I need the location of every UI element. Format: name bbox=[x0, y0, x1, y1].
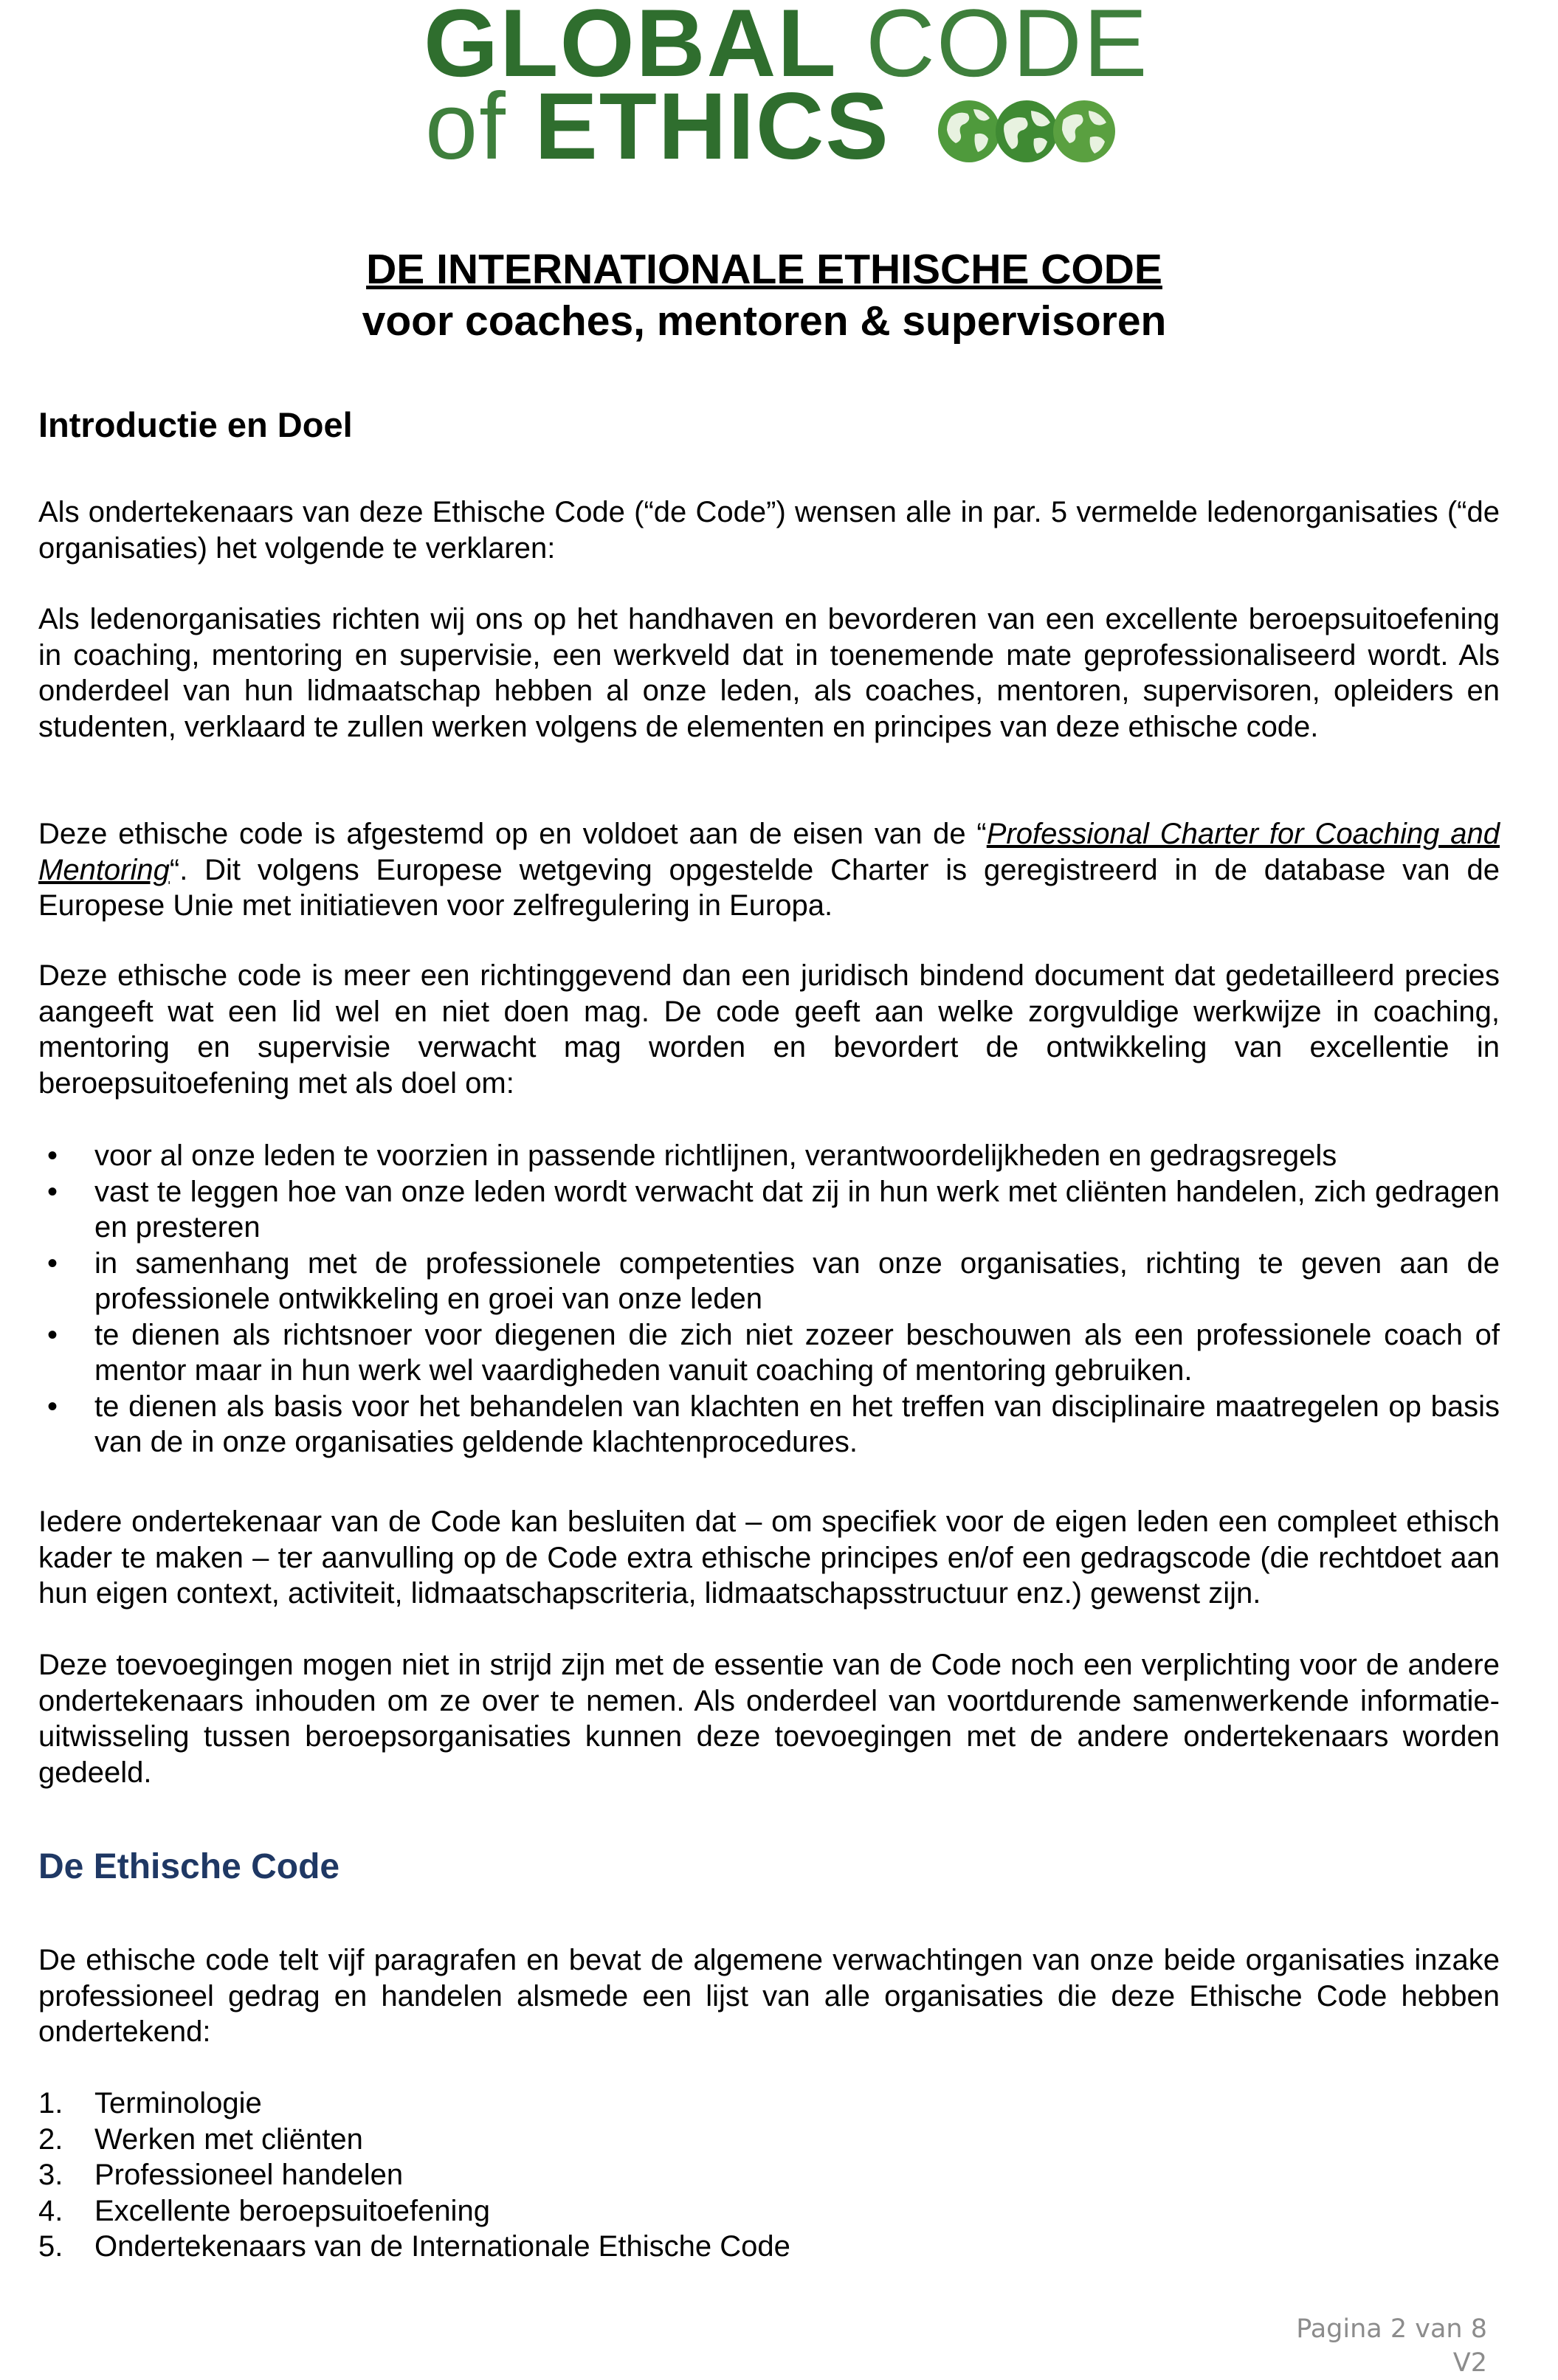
three-globes-icon bbox=[937, 94, 1117, 165]
list-item bbox=[38, 1389, 1500, 1460]
bullet-icon: • bbox=[47, 1318, 58, 1351]
intro-paragraph-3 bbox=[38, 816, 1500, 924]
list-text: Werken met cliënten bbox=[94, 2122, 363, 2156]
list-item bbox=[38, 2229, 1500, 2265]
intro-paragraph-1-text: Als ondertekenaars van deze Ethische Code (“de Code”) wensen alle in par. 5 vermelde ledenorganisaties (“de organisaties) het volgende te verklaren: bbox=[38, 496, 1500, 565]
list-item bbox=[38, 2086, 1500, 2122]
professional-charter-link[interactable]: Professional Charter for Coaching and Mentoring bbox=[38, 818, 1500, 886]
global-code-of-ethics-logo bbox=[424, 0, 1149, 179]
title-line-1: DE INTERNATIONALE ETHISCHE CODE bbox=[366, 246, 1162, 293]
bullet-icon: • bbox=[47, 1139, 58, 1172]
logo-word-of: of bbox=[425, 74, 507, 179]
bullet-text-2: vast te leggen hoe van onze leden wordt verwacht dat zij in hun werk met cliënten handelen, zich gedragen en presteren bbox=[94, 1175, 1500, 1244]
bullet-text-5: te dienen als basis voor het behandelen van klachten en het treffen van disciplinaire maatregelen op basis van de in onze organisaties geldende klachtenprocedures. bbox=[94, 1390, 1500, 1458]
list-number: 5. bbox=[38, 2230, 63, 2263]
bullet-icon: • bbox=[47, 1390, 58, 1423]
logo-bottom-line bbox=[425, 74, 890, 179]
intro-paragraph-3-text bbox=[38, 816, 1500, 924]
logo-word-ethics: ETHICS bbox=[534, 74, 890, 179]
intro-p3-after: “. Dit volgens Europese wetgeving opgestelde Charter is geregistreerd in de database van de Europese Unie met initiatieven voor zelfregulering in Europa. bbox=[38, 853, 1500, 922]
intro-paragraph-5-text: Iedere ondertekenaar van de Code kan besluiten dat – om specifiek voor de eigen leden een compleet ethisch kader te maken – ter aanvulling op de Code extra ethische principes en/of een gedragscode (die rechtdoet aan hun eigen context, activiteit, lidmaatschapscriteria, lidmaatschapsstructuur enz.) gewenst zijn. bbox=[38, 1505, 1500, 1610]
logo-word-code: CODE bbox=[865, 0, 1149, 97]
bullet-text-1: voor al onze leden te voorzien in passende richtlijnen, verantwoordelijkheden en gedragsregels bbox=[94, 1139, 1337, 1172]
intro-p3-before: Deze ethische code is afgestemd op en voldoet aan de eisen van de “ bbox=[38, 818, 987, 850]
list-text: Excellente beroepsuitoefening bbox=[94, 2194, 490, 2227]
intro-paragraph-2-text: Als ledenorganisaties richten wij ons op het handhaven en bevorderen van een excellente beroepsuitoefening in coaching, mentoring en supervisie, een werkveld dat in toenemende mate geprofessionaliseerd wordt. Als onderdeel van hun lidmaatschap hebben al onze leden, als coaches, mentoren, supervisoren, opleiders en studenten, verklaard te zullen werken volgens de elementen en principes van deze ethische code. bbox=[38, 603, 1500, 743]
bullet-icon: • bbox=[47, 1175, 58, 1208]
list-item bbox=[38, 2193, 1500, 2229]
page-footer bbox=[1296, 2312, 1487, 2380]
ethics-paragraph-1-text: De ethische code telt vijf paragrafen en bevat de algemene verwachtingen van onze beide organisaties inzake professioneel gedrag en handelen alsmede een lijst van alle organisaties die deze Ethische Code hebben ondertekend: bbox=[38, 1944, 1500, 2048]
logo-word-global: GLOBAL bbox=[424, 0, 838, 97]
list-text: Professioneel handelen bbox=[94, 2159, 404, 2191]
list-number: 2. bbox=[38, 2122, 63, 2156]
logo-top-line bbox=[424, 0, 1149, 97]
list-number: 1. bbox=[38, 2087, 63, 2119]
list-number: 3. bbox=[38, 2159, 63, 2191]
purpose-bullet-list bbox=[38, 1138, 1500, 1460]
section-heading-introductie: Introductie en Doel bbox=[38, 405, 353, 444]
title-line-2: voor coaches, mentoren & supervisoren bbox=[362, 297, 1167, 345]
intro-paragraph-6-text: Deze toevoegingen mogen niet in strijd zijn met de essentie van de Code noch een verplichting voor de andere ondertekenaars inhouden om ze over te nemen. Als onderdeel van voortdurende samenwerkende informatie-uitwisseling tussen beroepsorganisaties kunnen deze toevoegingen met de andere ondertekenaars worden gedeeld. bbox=[38, 1649, 1500, 1789]
list-text: Terminologie bbox=[94, 2087, 262, 2119]
list-item bbox=[38, 2122, 1500, 2158]
page-number: Pagina 2 van 8 bbox=[1296, 2314, 1487, 2344]
ethics-paragraph-1 bbox=[38, 1942, 1500, 2050]
intro-paragraph-4-text: Deze ethische code is meer een richtinggevend dan een juridisch bindend document dat gedetailleerd precies aangeeft wat een lid wel en niet doen mag. De code geeft aan welke zorgvuldige werkwijze in coaching, mentoring en supervisie verwacht mag worden en bevordert de ontwikkeling van excellentie in beroepsuitoefening met als doel om: bbox=[38, 959, 1500, 1100]
section-heading-ethische-code: De Ethische Code bbox=[38, 1847, 340, 1886]
intro-paragraph-6 bbox=[38, 1647, 1500, 1790]
document-title bbox=[0, 244, 1558, 347]
list-item bbox=[38, 1138, 1500, 1174]
intro-paragraph-5 bbox=[38, 1504, 1500, 1612]
document-version: V2 bbox=[1452, 2348, 1487, 2378]
intro-paragraph-2 bbox=[38, 601, 1500, 745]
bullet-text-3: in samenhang met de professionele competenties van onze organisaties, richting te geven aan de professionele ontwikkeling en groei van onze leden bbox=[94, 1246, 1500, 1315]
list-number: 4. bbox=[38, 2194, 63, 2227]
sections-numbered-list bbox=[38, 2086, 1500, 2265]
intro-paragraph-4 bbox=[38, 958, 1500, 1101]
list-text: Ondertekenaars van de Internationale Ethische Code bbox=[94, 2230, 790, 2263]
intro-paragraph-1 bbox=[38, 494, 1500, 566]
list-item bbox=[38, 1174, 1500, 1246]
bullet-text-4: te dienen als richtsnoer voor diegenen die zich niet zozeer beschouwen als een professionele coach of mentor maar in hun werk wel vaardigheden vanuit coaching of mentoring gebruiken. bbox=[94, 1318, 1500, 1387]
list-item bbox=[38, 1317, 1500, 1389]
bullet-icon: • bbox=[47, 1246, 58, 1280]
list-item bbox=[38, 2157, 1500, 2193]
list-item bbox=[38, 1246, 1500, 1317]
